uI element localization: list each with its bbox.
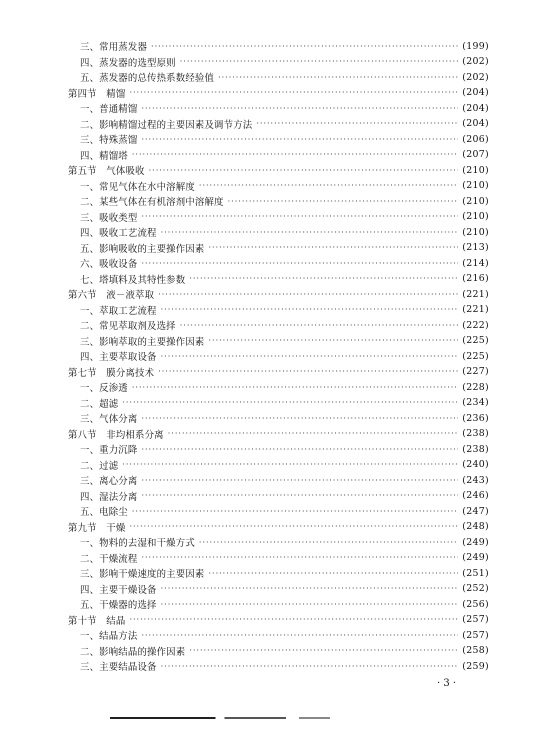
toc-subsection-entry [80,240,489,256]
footer-rule [110,717,330,719]
toc-entry-title: 二、超滤 [80,398,119,410]
toc-entry-title: 第八节 非均相系分离 [68,429,164,441]
toc-entry-title: 三、吸收类型 [80,212,138,224]
toc-entry-title: 一、结晶方法 [80,631,138,642]
toc-entry-page: (259) [462,660,489,672]
toc-leader-dots [129,614,458,625]
toc-leader-dots [149,165,459,176]
toc-subsection-entry [80,54,489,70]
toc-entry-title: 二、影响精馏过程的主要因素及调节方法 [80,119,253,131]
toc-section-entry [68,286,489,302]
toc-entry-title: 五、电除尘 [80,507,128,518]
toc-leader-dots [132,382,458,393]
toc-subsection-entry [80,193,489,209]
toc-entry-page: (257) [462,629,489,641]
toc-leader-dots [256,118,458,129]
toc-subsection-entry [80,69,489,85]
toc-entry-page: (246) [462,490,489,501]
toc-entry-page: (238) [462,428,489,439]
toc-leader-dots [161,661,459,672]
toc-entry-title: 一、萃取工艺流程 [80,305,157,317]
toc-subsection-entry [80,643,489,659]
toc-entry-title: 第五节 气体吸收 [68,166,145,177]
toc-entry-page: (202) [462,56,489,67]
toc-section-entry [68,426,489,442]
toc-entry-page: (251) [462,567,489,579]
toc-entry-page: (210) [462,180,489,191]
toc-subsection-entry [80,116,489,132]
toc-leader-dots [158,289,458,300]
toc-entry-title: 二、过滤 [80,460,119,472]
toc-entry-title: 四、蒸发器的选型原则 [80,57,176,69]
toc-subsection-entry [80,100,489,116]
toc-entry-title: 一、反渗透 [80,383,128,394]
toc-subsection-entry [80,410,489,426]
toc-subsection-entry [80,534,489,550]
toc-entry-page: (249) [462,536,489,548]
toc-entry-page: (256) [462,598,489,610]
toc-entry-title: 六、吸收设备 [80,259,138,270]
toc-entry-page: (227) [462,366,489,377]
toc-entry-page: (225) [462,350,489,362]
toc-entry-page: (221) [462,288,489,300]
toc-entry-page: (210) [462,164,489,176]
toc-entry-page: (258) [462,645,489,656]
toc-subsection-entry [80,565,489,581]
toc-subsection-entry [80,503,489,519]
toc-section-entry [68,519,489,535]
toc-leader-dots [161,599,459,610]
toc-subsection-entry [80,224,489,240]
toc-leader-dots [168,428,459,439]
toc-entry-page: (243) [462,474,489,486]
toc-leader-dots [218,72,458,83]
toc-entry-title: 三、离心分离 [80,476,138,487]
toc-subsection-entry [80,395,489,411]
toc-entry-page: (234) [462,397,489,408]
toc-leader-dots [122,459,458,470]
toc-entry-page: (210) [462,226,489,238]
toc-subsection-entry [80,581,489,597]
toc-leader-dots [161,351,459,362]
toc-subsection-entry [80,209,489,225]
toc-subsection-entry [80,178,489,194]
toc-leader-dots [208,335,458,346]
toc-entry-title: 三、影响干燥速度的主要因素 [80,569,205,580]
toc-entry-title: 二、干燥流程 [80,553,138,565]
toc-entry-title: 三、常用蒸发器 [80,42,148,53]
toc-entry-page: (247) [462,505,489,517]
page-number: · 3 · [437,678,457,689]
toc-entry-page: (240) [462,459,489,470]
toc-subsection-entry [80,457,489,473]
toc-leader-dots [122,397,458,408]
toc-entry-page: (222) [462,319,489,331]
toc-leader-dots [141,552,458,563]
toc-entry-title: 四、主要萃取设备 [80,352,157,363]
toc-entry-title: 二、常见萃取剂及选择 [80,321,176,332]
toc-entry-page: (206) [462,133,489,145]
toc-subsection-entry [80,348,489,364]
toc-subsection-entry [80,255,489,271]
toc-entry-page: (236) [462,412,489,424]
toc-leader-dots [151,41,458,52]
toc-entry-title: 四、湿法分离 [80,491,138,503]
toc-leader-dots [141,258,458,269]
toc-subsection-entry [80,333,489,349]
toc-entry-page: (257) [462,614,489,625]
toc-entry-page: (204) [462,87,489,98]
toc-entry-page: (199) [462,40,489,52]
toc-entry-page: (249) [462,552,489,563]
toc-entry-page: (204) [462,118,489,129]
toc-entry-title: 二、影响结晶的操作因素 [80,646,186,658]
toc-entry-title: 四、精馏塔 [80,150,128,162]
toc-entry-title: 第九节 干燥 [68,522,126,534]
toc-entry-page: (213) [462,242,489,253]
toc-subsection-entry [80,38,489,54]
toc-entry-title: 五、蒸发器的总传热系数经验值 [80,73,215,84]
toc-entry-page: (252) [462,583,489,594]
toc-entry-page: (202) [462,71,489,83]
toc-subsection-entry [80,488,489,504]
toc-entry-page: (214) [462,257,489,269]
toc-entry-title: 三、特殊蒸馏 [80,135,138,146]
toc-subsection-entry [80,379,489,395]
toc-leader-dots [228,196,459,207]
toc-entry-title: 第四节 精馏 [68,88,126,100]
toc-leader-dots [141,211,458,222]
toc-entry-title: 第七节 膜分离技术 [68,367,155,379]
toc-entry-title: 一、重力沉降 [80,445,138,456]
toc-leader-dots [180,320,459,331]
toc-leader-dots [132,506,458,517]
toc-entry-page: (248) [462,521,489,532]
toc-entry-title: 四、吸收工艺流程 [80,228,157,239]
toc-entry-title: 一、常见气体在水中溶解度 [80,181,195,193]
toc-section-entry [68,612,489,628]
toc-leader-dots [161,227,459,238]
toc-leader-dots [161,304,459,315]
toc-leader-dots [208,242,458,253]
toc-entry-title: 第十节 结晶 [68,615,126,627]
toc-entry-page: (210) [462,195,489,207]
toc-leader-dots [199,537,458,548]
toc-leader-dots [129,521,458,532]
toc-entry-title: 一、普通精馏 [80,104,138,115]
toc-leader-dots [141,134,458,145]
toc-entry-title: 四、主要干燥设备 [80,584,157,596]
toc-entry-title: 五、影响吸收的主要操作因素 [80,243,205,255]
toc-subsection-entry [80,302,489,318]
toc-subsection-entry [80,627,489,643]
toc-entry-page: (238) [462,443,489,455]
toc-subsection-entry [80,596,489,612]
toc-leader-dots [189,645,458,656]
toc-section-entry [68,85,489,101]
toc-entry-page: (204) [462,102,489,114]
toc-entry-title: 三、影响萃取的主要操作因素 [80,336,205,348]
toc-leader-dots [158,366,458,377]
toc-leader-dots [129,87,458,98]
toc-section-entry [68,364,489,380]
toc-leader-dots [141,630,458,641]
toc-entry-title: 三、主要结晶设备 [80,662,157,673]
toc-leader-dots [141,490,458,501]
toc-section-entry [68,162,489,178]
toc-entry-title: 五、干燥器的选择 [80,600,157,611]
toc-leader-dots [141,475,458,486]
toc-entry-page: (207) [462,149,489,160]
toc-entry-title: 二、某些气体在有机溶剂中溶解度 [80,197,224,208]
toc-entry-title: 一、物料的去湿和干燥方式 [80,538,195,549]
toc-leader-dots [208,568,458,579]
toc-entry-page: (225) [462,335,489,346]
toc-subsection-entry [80,131,489,147]
toc-entry-page: (221) [462,304,489,315]
toc-leader-dots [141,413,458,424]
toc-subsection-entry [80,271,489,287]
toc-entry-page: (228) [462,381,489,393]
toc-subsection-entry [80,441,489,457]
toc-entry-page: (216) [462,273,489,284]
toc-entry-title: 三、气体分离 [80,414,138,425]
toc-subsection-entry [80,550,489,566]
toc-leader-dots [141,103,458,114]
toc-subsection-entry [80,147,489,163]
toc-subsection-entry [80,317,489,333]
toc-leader-dots [180,56,459,67]
toc-entry-page: (210) [462,211,489,222]
toc-entry-title: 七、塔填料及其特性参数 [80,274,186,286]
toc-leader-dots [132,149,458,160]
toc-leader-dots [161,583,459,594]
toc-subsection-entry [80,472,489,488]
toc-leader-dots [189,273,458,284]
toc-leader-dots [141,444,458,455]
toc-entry-title: 第六节 液－液萃取 [68,290,155,301]
toc-subsection-entry [80,658,489,674]
toc-leader-dots [199,180,458,191]
